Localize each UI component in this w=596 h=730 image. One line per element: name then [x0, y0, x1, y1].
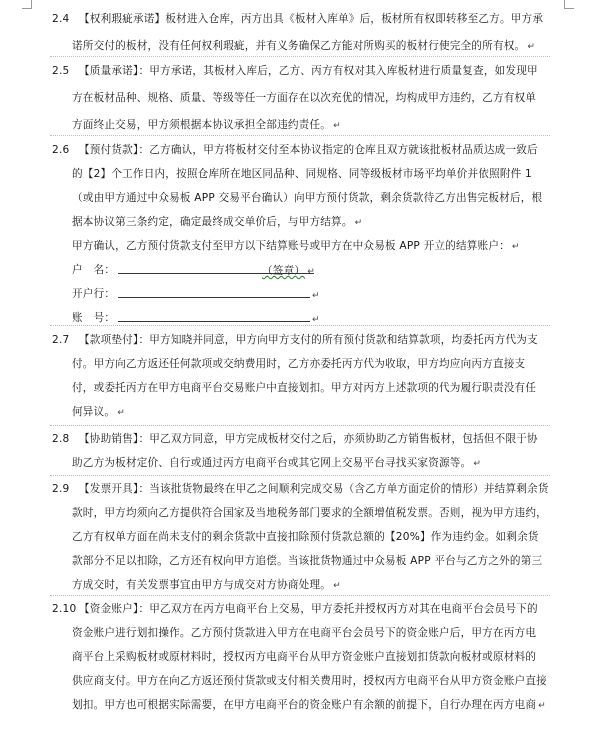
paragraph-mark: ↵: [538, 701, 546, 711]
clause-text: 助乙方为板材定价、自行或通过丙方电商平台或其它网上交易平台寻找买家资源等。 ↵: [72, 457, 482, 469]
paragraph-separator: [50, 56, 550, 57]
paragraph-mark: ↵: [312, 315, 320, 325]
clause-text: 【发票开具】：当该批货物最终在甲乙之间顺利完成交易（含乙方单方面定价的情形）并结算剩余货: [79, 483, 549, 495]
clause-number: 2.7: [52, 334, 70, 346]
paragraph-mark: ↵: [511, 242, 520, 252]
paragraph-mark: ↵: [473, 459, 482, 469]
clause-number: 2.4: [52, 13, 70, 25]
clause-text: 据本协议第三条约定，确定最终成交单价后，与甲方结算。 ↵: [72, 216, 363, 228]
account-number-row-label: 账 号：: [72, 312, 116, 324]
clause-text: 付。甲方向乙方返还任何款项或交纳费用时，乙方亦委托丙方代为收取，甲方均应向丙方直接支: [72, 358, 526, 370]
clause-text: 方面终止交易，甲方须根据本协议承担全部违约责任。 ↵: [72, 119, 341, 131]
clause-text: 诺所交付的板材，没有任何权利瑕疵，并有义务确保乙方能对所购买的板材行使完全的所有权。 ↵: [72, 40, 536, 52]
paragraph-mark: ↵: [312, 291, 320, 301]
sign-label: （签章）: [262, 265, 306, 277]
page-corner-mark-left: [22, 0, 32, 9]
paragraph-mark: ↵: [527, 42, 536, 52]
clause-text: 【款项垫付】：甲方知晓并同意，甲方向甲方支付的所有预付货款和结算款项，均委托丙方代为支: [79, 334, 538, 346]
clause-text: 乙方有权单方面在尚未支付的剩余货款中直接扣除预付货款总额的【20%】作为违约金。如剩余货: [72, 531, 539, 543]
clause-text: （或由甲方通过中众易板 APP 交易平台确认）向甲方预付货款，剩余货款待乙方出售完板材后，根: [72, 192, 543, 204]
paragraph-mark: ↵: [333, 121, 341, 131]
clause-number: 2.5: [52, 65, 70, 77]
account-number-row-blank[interactable]: [118, 310, 310, 322]
clause-number: 2.8: [52, 433, 70, 445]
clause-text: 的【2】个工作日内，按照仓库所在地区同品种、同规格、同等级板材市场平均单价并依照附件 1: [72, 168, 532, 180]
clause-text: 【预付货款】：乙方确认，甲方将板材交付至本协议指定的仓库且双方就该批板材品质达成一致后: [79, 144, 538, 156]
clause-text: 供应商支付。甲方在向乙方返还预付货款或支付相关费用时，授权丙方电商平台从甲方资金账户直接: [72, 675, 547, 687]
clause-text: 何异议。 ↵: [72, 406, 125, 418]
clause-text: 【协助销售】：甲乙双方同意，甲方完成板材交付之后，亦须协助乙方销售板材，包括但不限于协: [79, 433, 538, 445]
account-number-row-field: [118, 310, 320, 328]
clause-text: 商平台上采购板材或原材料时，授权丙方电商平台从甲方资金账户直接划扣货款向板材或原材料的: [72, 651, 537, 663]
clause-text: 【质量承诺】：甲方承诺，其板材入库后，乙方、丙方有权对其入库板材进行质量复查，如发现甲: [79, 65, 538, 77]
paragraph-separator: [50, 425, 550, 426]
clause-text: 【权利瑕疵承诺】板材进入仓库，丙方出具《板材入库单》后，板材所有权即转移至乙方。甲方承: [79, 13, 544, 25]
paragraph-mark: ↵: [333, 581, 341, 591]
confirm-text: 甲方确认，乙方预付货款支付至甲方以下结算账号或甲方在中众易板 APP 开立的结算账户： ↵: [72, 240, 520, 252]
clause-text: 划扣。甲方也可根据实际需要，在甲方电商平台的资金账户有余额的前提下，自行办理在丙方电商 ↵: [72, 699, 546, 711]
account-name-row-label: 户 名：: [72, 264, 116, 276]
clause-text: 款时，甲方均须向乙方提供符合国家及当地税务部门要求的全额增值税发票。否则，视为甲方违约，: [72, 507, 547, 519]
clause-text: 【资金账户】：甲乙双方在丙方电商平台上交易，甲方委托并授权丙方对其在电商平台会员号下的: [79, 603, 538, 615]
paragraph-mark: ↵: [354, 218, 363, 228]
clause-text: 方成交时，有关发票事宜由甲方与成交对方协商处理。 ↵: [72, 579, 341, 591]
paragraph-mark: ↵: [117, 408, 125, 418]
paragraph-separator: [50, 135, 550, 136]
page-corner-mark-right: [564, 0, 574, 9]
clause-number: 2.6: [52, 144, 70, 156]
clause-number: 2.10: [52, 603, 77, 615]
account-bank-row-label: 开户行：: [72, 288, 116, 300]
clause-text: 付，或委托丙方在甲方电商平台交易账户中直接划扣。甲方对丙方上述款项的代为履行职责没有任: [72, 382, 537, 394]
paragraph-separator: [50, 475, 550, 476]
account-bank-row-blank[interactable]: [118, 286, 310, 298]
account-name-row-field: [118, 262, 315, 280]
clause-text: 资金账户进行划扣操作。乙方预付货款进入甲方在电商平台会员号下的资金账户后，甲方在丙方电: [72, 627, 537, 639]
account-bank-row-field: [118, 286, 320, 304]
paragraph-mark: ↵: [307, 267, 315, 277]
paragraph-separator: [50, 595, 550, 596]
clause-text: 方在板材品种、规格、质量、等级等任一方面存在以次充优的情况，均构成甲方违约，乙方有权单: [72, 92, 537, 104]
clause-text: 款部分不足以扣除，乙方还有权向甲方追偿。当该批货物通过中众易板 APP 平台与乙方之外的第三: [72, 555, 543, 567]
clause-number: 2.9: [52, 483, 70, 495]
